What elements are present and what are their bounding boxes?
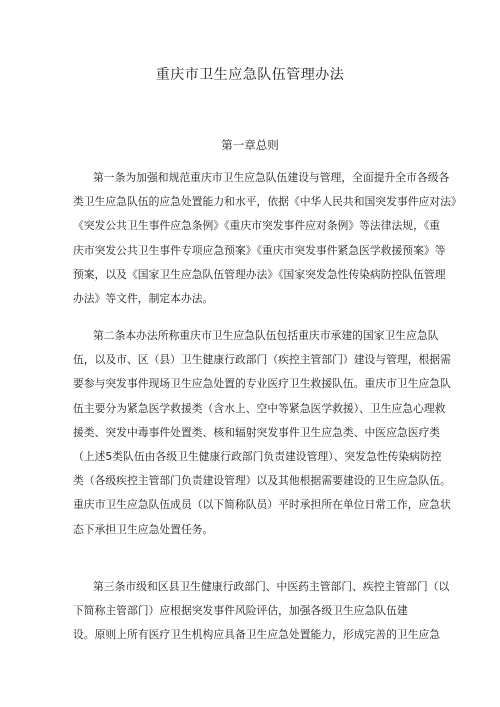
- text-line: 下简称主管部门）应根据突发事件风险评估，加强各级卫生应急队伍建: [73, 604, 408, 618]
- text-line: 设。原则上所有医疗卫生机构应具备卫生应急处置能力，形成完善的卫生应急: [73, 628, 441, 642]
- text-line: 第一条为加强和规范重庆市卫生应急队伍建设与管理，全面提升全市各级各: [93, 171, 450, 184]
- paragraph-article-1: [73, 166, 462, 311]
- text-line: 援类、突发中毒事件处置类、核和辐射突发事件卫生应急类、中医应急医疗类: [73, 425, 441, 439]
- text-line: 第三条市级和区县卫生健康行政部门、中医药主管部门、疾控主管部门（以: [93, 580, 450, 593]
- text-line: （上述5类队伍由各级卫生健康行政部门负责建设管理）、突发急性传染病防控: [73, 449, 442, 463]
- text-line: 预案，以及《国家卫生应急队伍管理办法》《国家突发急性传染病防控队伍管理: [73, 267, 446, 281]
- text-line: 庆市突发公共卫生事件专项应急预案》《重庆市突发事件紧急医学救援预案》等: [73, 243, 446, 257]
- document-title: 重庆市卫生应急队伍管理办法: [155, 67, 345, 83]
- text-line: 伍，以及市、区（县）卫生健康行政部门（疾控主管部门）建设与管理，根据需: [73, 353, 451, 367]
- paragraph-article-3: [73, 575, 450, 648]
- text-line: 《突发公共卫生事件应急条例》《重庆市突发事件应对条例》等法律法规，《重: [73, 219, 441, 233]
- paragraph-article-2: [73, 324, 451, 542]
- text-line: 重庆市卫生应急队伍成员（以下简称队员）平时承担所在单位日常工作，应急状: [73, 498, 451, 512]
- text-line: 类卫生应急队伍的应急处置能力和水平，依据《中华人民共和国突发事件应对法》: [73, 195, 462, 209]
- text-line: 第二条本办法所称重庆市卫生应急队伍包括重庆市承建的国家卫生应急队: [93, 329, 439, 342]
- text-line: 办法》等文件，制定本办法。: [73, 291, 214, 305]
- text-line: 类（各级疾控主管部门负责建设管理）以及其他根据需要建设的卫生应急队伍。: [73, 474, 451, 488]
- text-line: 态下承担卫生应急处置任务。: [73, 522, 214, 536]
- text-line: 要参与突发事件现场卫生应急处置的专业医疗卫生救援队伍。重庆市卫生应急队: [73, 377, 451, 391]
- text-line: 伍主要分为紧急医学救援类（含水上、空中等紧急医学救援）、卫生应急心理救: [73, 401, 446, 415]
- chapter-heading: 第一章总则: [221, 138, 279, 152]
